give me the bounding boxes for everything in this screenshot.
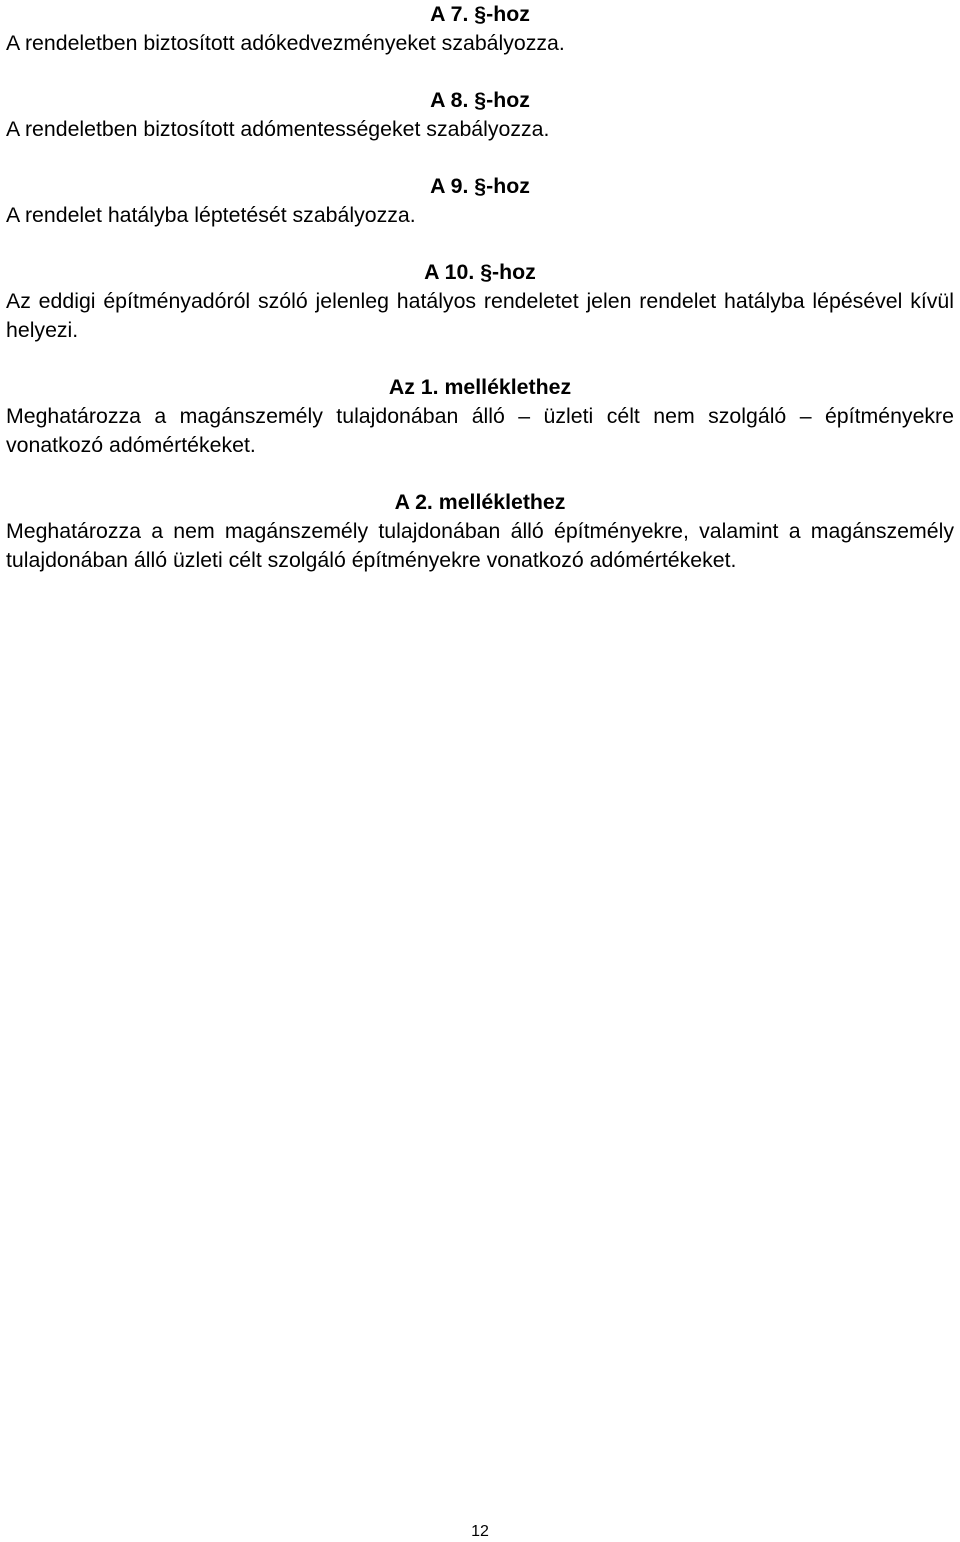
section-7: [6, 0, 954, 58]
section-text: Meghatározza a nem magánszemély tulajdonában álló építményekre, valamint a magánszemély tulajdonában álló üzleti célt szolgáló építményekre vonatkozó adómértékeket.: [6, 519, 954, 572]
section-text: Az eddigi építményadóról szóló jelenleg hatályos rendeletet jelen rendelet hatályba lépésével kívül helyezi.: [6, 289, 954, 342]
section-heading: A 8. §-hoz: [430, 88, 530, 112]
page-number: 12: [471, 1523, 489, 1540]
annex-1: [6, 373, 954, 460]
section-9: [6, 172, 954, 230]
section-text: Meghatározza a magánszemély tulajdonában álló – üzleti célt nem szolgáló – építményekre vonatkozó adómértékeket.: [6, 404, 954, 457]
section-text: A rendeletben biztosított adómentességeket szabályozza.: [6, 117, 550, 141]
spacer: [6, 230, 954, 258]
section-heading: Az 1. melléklethez: [388, 375, 572, 399]
document-body: [6, 0, 954, 575]
spacer: [6, 58, 954, 86]
spacer: [6, 144, 954, 172]
section-heading: A 7. §-hoz: [430, 2, 530, 26]
spacer: [6, 460, 954, 488]
section-heading: A 10. §-hoz: [424, 260, 536, 284]
spacer: [6, 345, 954, 373]
section-heading: A 9. §-hoz: [430, 174, 530, 198]
section-heading: A 2. melléklethez: [394, 490, 566, 514]
section-10: [6, 258, 954, 345]
section-text: A rendeletben biztosított adókedvezményeket szabályozza.: [6, 31, 565, 55]
section-8: [6, 86, 954, 144]
section-text: A rendelet hatályba léptetését szabályozza.: [6, 203, 416, 227]
annex-2: [6, 488, 954, 575]
